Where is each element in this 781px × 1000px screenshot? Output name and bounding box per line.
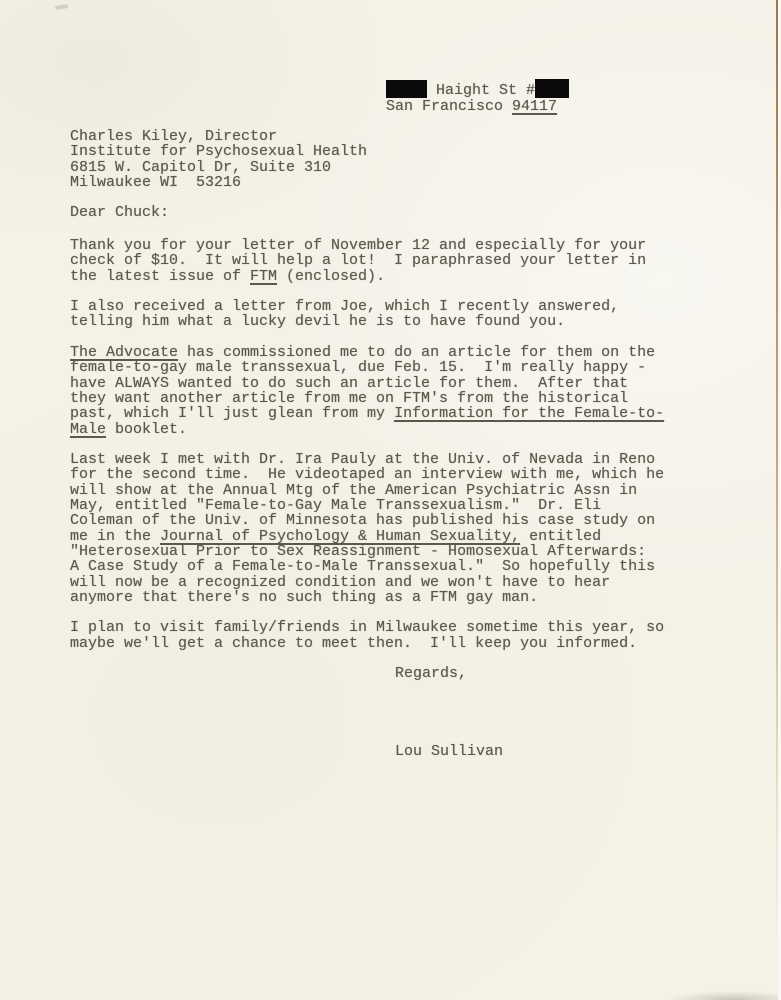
body-line [70, 360, 664, 375]
paragraph [70, 345, 664, 437]
text-segment: May, entitled "Female-to-Gay Male Transsexualism." Dr. Eli [70, 497, 602, 515]
text-segment: Coleman of the Univ. of Minnesota has published his case study on [70, 512, 656, 530]
salutation: Dear Chuck: [70, 204, 170, 221]
body-line [70, 636, 664, 651]
text-segment: the latest issue of [70, 267, 251, 285]
body-line [70, 575, 664, 590]
text-segment: check of $10. It will help a lot! I paraphrased your letter in [70, 252, 647, 270]
return-address-line [386, 79, 569, 99]
underlined-text: Male [70, 420, 107, 438]
body-line [70, 253, 664, 268]
return-address [386, 79, 569, 115]
text-segment: past, which I'll just glean from my [70, 405, 395, 423]
body-line [70, 314, 664, 329]
redaction-box [535, 79, 569, 98]
body-line [70, 269, 664, 284]
underlined-text: 94117 [512, 98, 558, 115]
body-line [70, 391, 664, 406]
text-segment: have ALWAYS wanted to do such an article for them. After that [70, 374, 629, 392]
text-segment: telling him what a lucky devil he is to have found you. [70, 313, 566, 331]
text-segment: (enclosed). [277, 267, 386, 285]
paragraph [70, 620, 664, 651]
body-line [70, 422, 664, 437]
paragraph [70, 299, 664, 330]
text-segment: has commissioned me to do an article for them on the [178, 344, 656, 362]
text-segment: will now be a recognized condition and we won't have to hear [70, 573, 611, 591]
text-segment: San Francisco [386, 98, 513, 115]
text-segment: Last week I met with Dr. Ira Pauly at the Univ. of Nevada in Reno [70, 451, 656, 469]
recipient-line: Milwaukee WI 53216 [70, 173, 242, 191]
text-segment: they want another article from me on FTM's from the historical [70, 389, 629, 407]
signature-name: Lou Sullivan [395, 743, 504, 760]
text-segment: maybe we'll get a chance to meet then. I'll keep you informed. [70, 634, 638, 652]
text-segment: Thank you for your letter of November 12 and especially for your [70, 237, 647, 254]
body-line [70, 513, 664, 528]
recipient-line: 6815 W. Capitol Dr, Suite 310 [70, 158, 332, 176]
body-line [70, 467, 664, 482]
closing: Regards, [395, 665, 468, 682]
text-segment: anymore that there's no such thing as a FTM gay man. [70, 588, 539, 606]
body-line [70, 529, 664, 544]
paragraph [70, 452, 664, 605]
scan-edge-line [776, 0, 778, 1000]
text-segment: entitled [520, 527, 602, 545]
body-line [70, 406, 664, 421]
paragraph [70, 238, 664, 284]
text-segment: A Case Study of a Female-to-Male Transsexual." So hopefully this [70, 558, 656, 576]
body-line [70, 590, 664, 605]
return-address-line [386, 99, 569, 115]
body-line [70, 483, 664, 498]
scan-smudge [668, 991, 778, 1000]
recipient-line: Charles Kiley, Director [70, 128, 278, 145]
body-line [70, 559, 664, 574]
recipient-line: Institute for Psychosexual Health [70, 143, 368, 161]
text-segment: will show at the Annual Mtg of the American Psychiatric Assn in [70, 481, 638, 499]
body-line [70, 238, 664, 253]
underlined-text: Journal of Psychology & Human Sexuality, [160, 527, 521, 545]
scan-mark [55, 4, 68, 10]
underlined-text: The Advocate [70, 344, 179, 362]
body-line [70, 544, 664, 559]
text-segment: I plan to visit family/friends in Milwaukee sometime this year, so [70, 619, 665, 637]
text-segment: booklet. [106, 420, 188, 438]
redaction-box [386, 80, 427, 98]
recipient-address [70, 129, 367, 190]
text-segment: female-to-gay male transsexual, due Feb. 15. I'm really happy - [70, 359, 647, 377]
letter-body [70, 238, 664, 666]
text-segment: I also received a letter from Joe, which I recently answered, [70, 298, 620, 316]
text-segment: Haight St # [427, 82, 536, 99]
underlined-text: FTM [250, 267, 278, 285]
body-line [70, 376, 664, 391]
text-segment: "Heterosexual Prior to Sex Reassignment - Homosexual Afterwards: [70, 542, 647, 560]
underlined-text: Information for the Female-to- [394, 405, 665, 423]
text-segment: me in the [70, 527, 161, 545]
text-segment: for the second time. He videotaped an interview with me, which he [70, 466, 665, 484]
body-line [70, 620, 664, 635]
